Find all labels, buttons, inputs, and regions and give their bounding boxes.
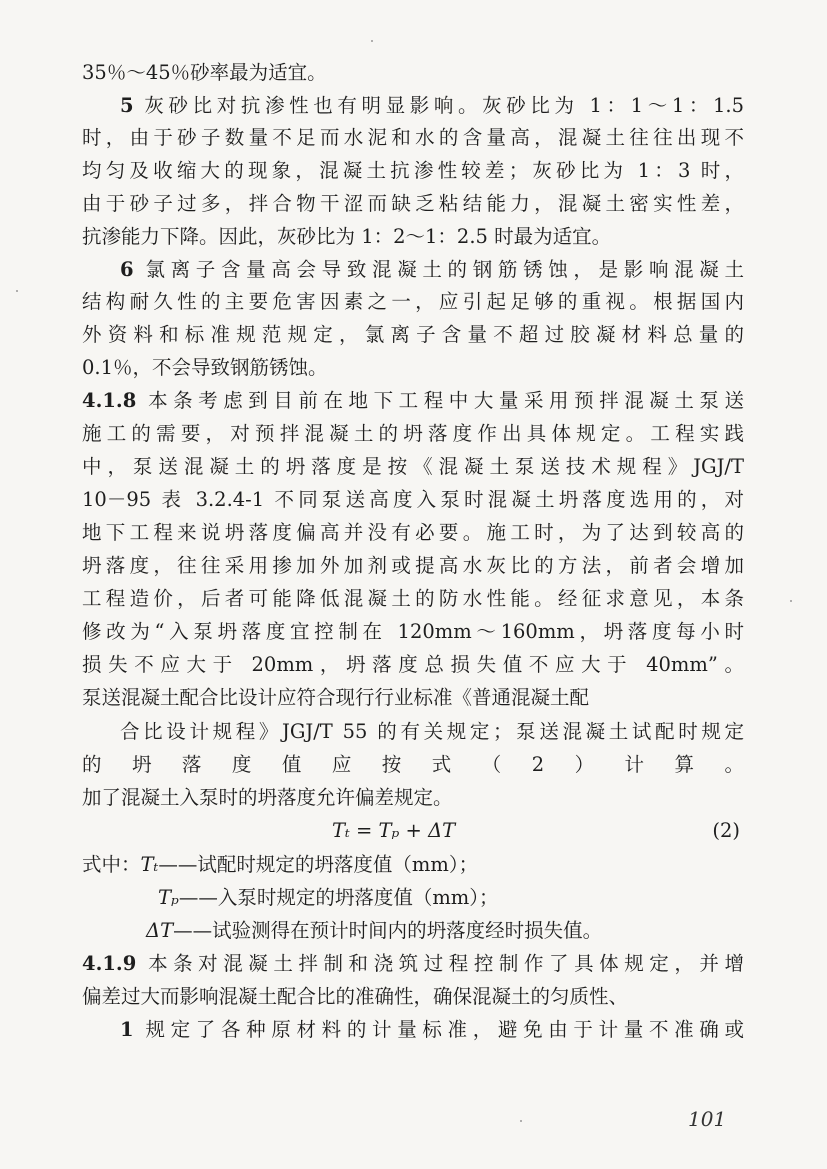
formula-expression: Tₜ = Tₚ + ΔT [332,819,456,842]
text-line: 偏差过大而影响混凝土配合比的准确性，确保混凝土的匀质性、 [82,985,629,1008]
legend-symbol: ΔT [146,919,174,942]
text-line: 合比设计规程》JGJ/T 55 的有关规定；泵送混凝土试配时规定 [120,720,744,743]
legend-symbol: Tₚ [158,886,179,909]
text-line: 抗渗能力下降。因此，灰砂比为 1：2～1：2.5 时最为适宜。 [82,225,612,248]
item-number: 6 [120,258,134,281]
text-line [120,94,744,118]
text-line [120,1018,744,1042]
text-line: 中，泵送混凝土的坍落度是按《混凝土泵送技术规程》JGJ/T [82,455,744,478]
text-line: 地下工程来说坍落度偏高并没有必要。施工时，为了达到较高的 [82,521,744,544]
text-line: 损失不应大于 20mm，坍落度总损失值不应大于 40mm”。 [82,653,744,676]
legend-line [82,853,478,877]
text-line [82,389,744,413]
section-number: 4.1.8 [82,389,137,412]
text: 灰砂比对抗渗性也有明显影响。灰砂比为 1：1～1：1.5 [144,94,744,117]
legend-description: ——试验测得在预计时间内的坍落度经时损失值。 [173,919,603,942]
text-line: 坍落度，往往采用掺加外加剂或提高水灰比的方法，前者会增加 [82,554,744,577]
text-line: 10－95 表 3.2.4-1 不同泵送高度入泵时混凝土坍落度选用的，对 [82,488,744,511]
text-line: 均匀及收缩大的现象，混凝土抗渗性较差；灰砂比为 1：3 时， [82,159,744,182]
text-line [120,258,744,282]
item-number: 1 [120,1018,134,1041]
item-number: 5 [120,94,134,117]
legend-description: ——入泵时规定的坍落度值（mm）； [178,886,499,909]
scan-speck [16,290,18,292]
page-number: 101 [688,1107,727,1131]
text-line: 工程造价，后者可能降低混凝土的防水性能。经征求意见，本条 [82,587,744,610]
text-line: 外资料和标准规范规定，氯离子含量不超过胶凝材料总量的 [82,323,744,346]
legend-symbol: Tₜ [140,853,159,876]
legend-line [146,919,602,943]
text-line: 泵送混凝土配合比设计应符合现行行业标准《普通混凝土配 [82,686,590,709]
legend-prefix: 式中： [82,853,141,876]
legend-line [158,886,499,910]
legend-description: ——试配时规定的坍落度值（mm）； [158,853,479,876]
scan-speck [790,600,792,602]
text-line: 的坍落度值应按式（2）计算。 [82,753,744,776]
text-line: 0.1％，不会导致钢筋锈蚀。 [82,356,328,379]
text-line: 35％～45％砂率最为适宜。 [82,61,327,84]
scan-speck [371,40,373,42]
section-number: 4.1.9 [82,952,137,975]
text: 氯离子含量高会导致混凝土的钢筋锈蚀，是影响混凝土 [145,258,744,281]
text-line: 结构耐久性的主要危害因素之一，应引起足够的重视。根据国内 [82,290,744,313]
text-line: 施工的需要，对预拌混凝土的坍落度作出具体规定。工程实践 [82,422,744,445]
text-line: 修改为“入泵坍落度宜控制在 120mm～160mm，坍落度每小时 [82,620,744,643]
formula-number: (2) [712,819,740,842]
scan-speck [520,1120,522,1122]
text-line: 时，由于砂子数量不足而水泥和水的含量高，混凝土往往出现不 [82,126,744,149]
text-line: 加了混凝土入泵时的坍落度允许偏差规定。 [82,786,453,809]
text: 本条对混凝土拌制和浇筑过程控制作了具体规定，并增 [148,952,744,975]
text: 规定了各种原材料的计量标准，避免由于计量不准确或 [145,1018,744,1041]
text: 本条考虑到目前在地下工程中大量采用预拌混凝土泵送 [148,389,744,412]
text-line [82,952,744,976]
text-line: 由于砂子过多，拌合物干涩而缺乏粘结能力，混凝土密实性差， [82,192,744,215]
